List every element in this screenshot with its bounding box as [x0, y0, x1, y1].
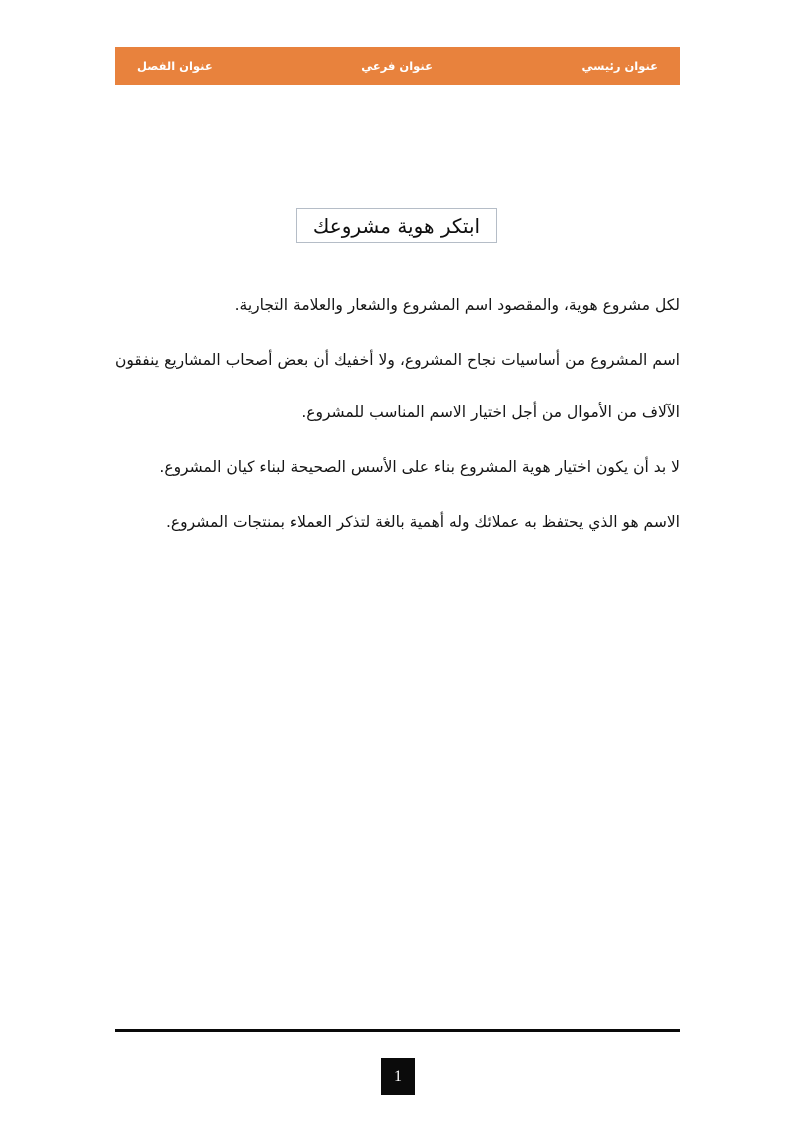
paragraph-line: لكل مشروع هوية، والمقصود اسم المشروع والشعار والعلامة التجارية. [234, 296, 680, 314]
paragraph-line: اسم المشروع من أساسيات نجاح المشروع، ولا أخفيك أن بعض أصحاب المشاريع ينفقون [115, 351, 680, 369]
page-header-bar [115, 47, 680, 85]
paragraph-line: الآلاف من الأموال من أجل اختيار الاسم المناسب للمشروع. [301, 403, 680, 421]
paragraph [115, 334, 680, 438]
section-title-text: ابتكر هوية مشروعك [312, 213, 481, 238]
page-number-badge [381, 1058, 415, 1095]
body-text-block [115, 279, 680, 551]
paragraph [115, 279, 680, 331]
paragraph-line: لا بد أن يكون اختيار هوية المشروع بناء على الأسس الصحيحة لبناء كيان المشروع. [159, 458, 680, 476]
paragraph [115, 441, 680, 493]
header-sub-title-label: عنوان فرعي [361, 59, 433, 73]
header-chapter-title-label: عنوان الفصل [137, 59, 213, 73]
section-title-box [296, 208, 497, 243]
paragraph [115, 496, 680, 548]
paragraph-line: الاسم هو الذي يحتفظ به عملائك وله أهمية بالغة لتذكر العملاء بمنتجات المشروع. [165, 513, 680, 531]
footer-divider-rule [115, 1029, 680, 1032]
page-number-text: 1 [394, 1067, 402, 1085]
header-main-title-label: عنوان رئيسي [581, 59, 658, 73]
